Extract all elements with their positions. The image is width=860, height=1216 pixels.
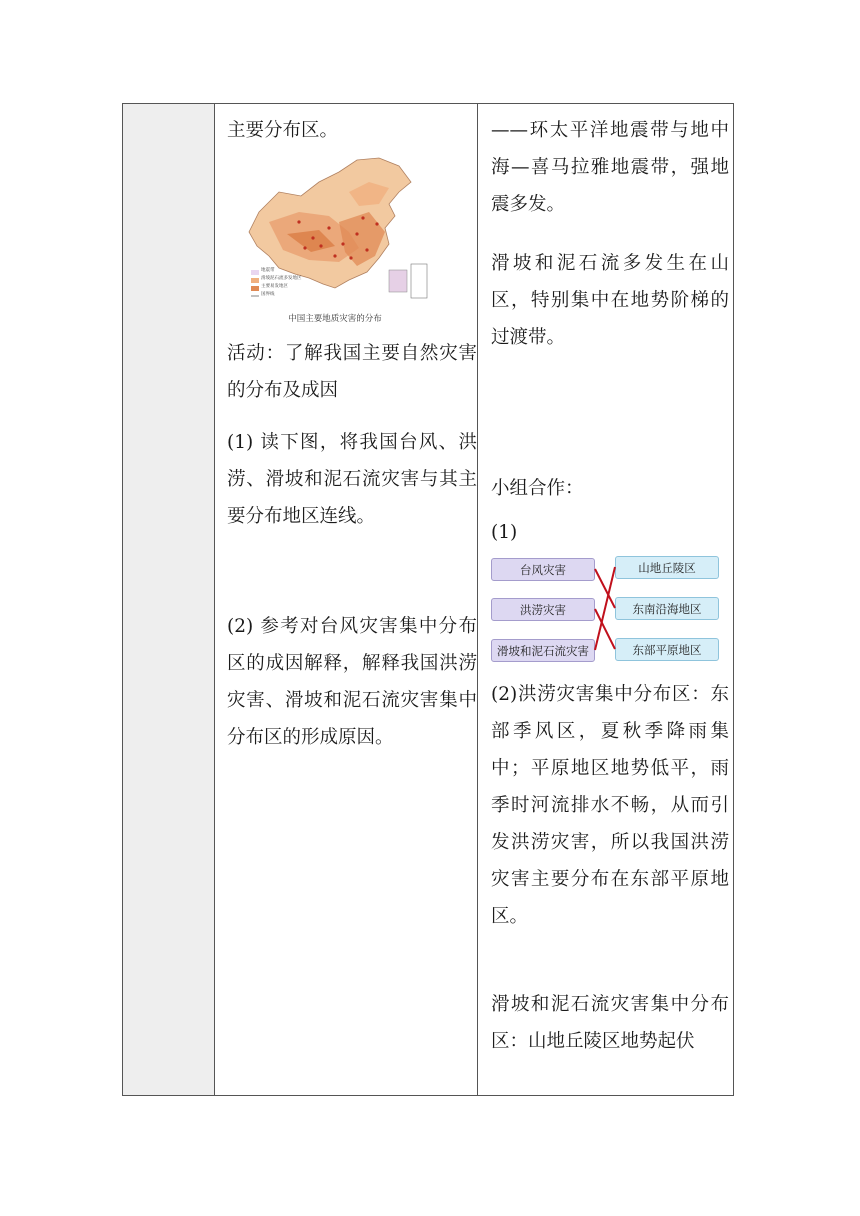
match-link-1 (595, 609, 615, 649)
right-para-2: 滑坡和泥石流多发生在山区，特别集中在地势阶梯的过渡带。 (491, 253, 729, 348)
right-para-3: (2)洪涝灾害集中分布区：东部季风区，夏秋季降雨集中；平原地区地势低平，雨季时河流排水不畅，从而引发洪涝灾害，所以我国洪涝灾害主要分布在东部平原地区。 (491, 684, 729, 927)
china-hazard-map (239, 152, 431, 322)
question-1: (1) 读下图，将我国台风、洪涝、滑坡和泥石流灾害与其主要分布地区连线。 (227, 432, 477, 527)
matching-diagram (489, 554, 725, 664)
activity-text: 活动：了解我国主要自然灾害的分布及成因 (227, 343, 477, 401)
map-caption: 中国主要地质灾害的分布 (288, 314, 382, 324)
right-q1-label: (1) (491, 522, 518, 543)
legend-item: 国界线 (261, 292, 275, 297)
shaded-column (123, 104, 215, 1095)
group-work-label: 小组合作： (491, 478, 584, 499)
match-left-flood: 洪涝灾害 (491, 598, 595, 621)
lesson-table (122, 103, 734, 1096)
left-line-0: 主要分布区。 (227, 120, 339, 141)
match-link-0 (595, 569, 615, 608)
match-right-east-plain: 东部平原地区 (615, 638, 719, 661)
column-divider (477, 104, 478, 1095)
match-left-typhoon: 台风灾害 (491, 558, 595, 581)
legend-item: 主要易发地区 (261, 284, 288, 289)
match-link-2 (595, 567, 615, 650)
question-2: (2) 参考对台风灾害集中分布区的成因解释，解释我国洪涝灾害、滑坡和泥石流灾害集中分布区的形成原因。 (227, 616, 477, 748)
match-left-landslide: 滑坡和泥石流灾害 (491, 639, 595, 662)
match-lines (489, 554, 725, 664)
legend-item: 滑坡泥石流多发地区 (261, 276, 302, 281)
right-para-4: 滑坡和泥石流灾害集中分布区：山地丘陵区地势起伏 (491, 994, 729, 1052)
right-para-1: ——环太平洋地震带与地中海—喜马拉雅地震带，强地震多发。 (491, 120, 729, 215)
match-right-hills: 山地丘陵区 (615, 556, 719, 579)
match-right-southeast: 东南沿海地区 (615, 597, 719, 620)
legend-item: 地震带 (261, 268, 275, 273)
map-legend (261, 267, 302, 299)
